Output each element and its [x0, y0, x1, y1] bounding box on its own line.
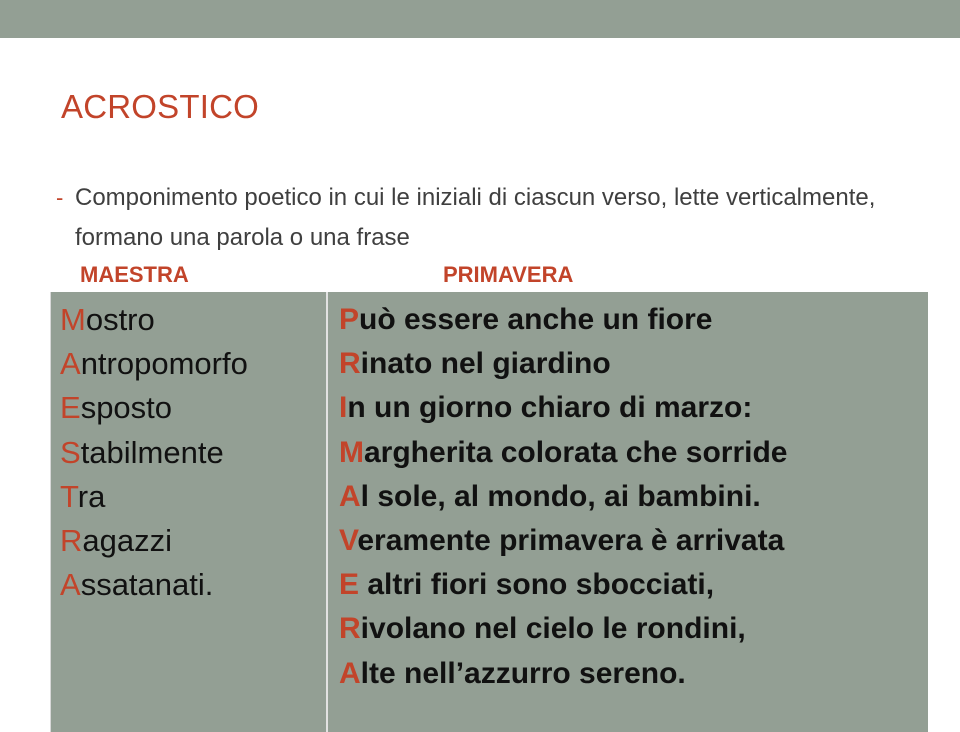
- acrostic-line: [339, 519, 788, 563]
- acrostic-initial: T: [60, 478, 78, 514]
- acrostic-rest: ivolano nel cielo le rondini,: [360, 612, 746, 646]
- acrostic-line: [60, 342, 248, 386]
- acrostic-rest: n un giorno chiaro di marzo:: [347, 391, 753, 425]
- acrostic-rest: ra: [77, 478, 106, 514]
- acrostic-line: [339, 386, 788, 430]
- acrostic-initial: M: [339, 435, 364, 469]
- acrostic-initial: R: [60, 523, 83, 559]
- acrostic-initial: P: [339, 303, 360, 336]
- acrostic-initial: E: [339, 568, 360, 602]
- acrostic-initial: A: [339, 479, 361, 513]
- acrostic-initial: A: [60, 567, 81, 603]
- column-divider: [326, 292, 328, 732]
- acrostic-column-maestra: [60, 298, 248, 607]
- acrostic-rest: altri fiori sono sbocciati,: [359, 568, 715, 602]
- acrostic-line: [60, 386, 248, 430]
- acrostic-line: [339, 342, 788, 386]
- acrostic-rest: l sole, al mondo, ai bambini.: [360, 479, 761, 513]
- definition-bullet: [56, 178, 886, 258]
- acrostic-line: [60, 431, 248, 475]
- acrostic-initial: M: [60, 302, 86, 337]
- acrostic-line: [339, 298, 788, 342]
- acrostic-rest: argherita colorata che sorride: [364, 435, 788, 469]
- acrostic-line: [339, 475, 788, 519]
- acrostic-line: [60, 519, 248, 563]
- acrostic-rest: ostro: [85, 302, 155, 337]
- acrostic-line: [339, 607, 788, 651]
- acrostic-line: [339, 563, 788, 607]
- acrostic-rest: tabilmente: [80, 434, 224, 470]
- acrostic-line: [60, 563, 248, 607]
- acrostic-initial: R: [339, 612, 361, 646]
- acrostic-initial: E: [60, 390, 81, 426]
- column-heading-maestra: MAESTRA: [80, 262, 189, 287]
- acrostic-rest: eramente primavera è arrivata: [357, 524, 785, 558]
- acrostic-table: [50, 292, 928, 732]
- acrostic-line: [339, 431, 788, 475]
- acrostic-line: [60, 475, 248, 519]
- slide-title: ACROSTICO: [61, 88, 259, 125]
- header-bar: [0, 0, 960, 38]
- acrostic-line: [339, 652, 788, 696]
- acrostic-rest: ntropomorfo: [80, 346, 248, 382]
- acrostic-rest: inato nel giardino: [360, 347, 611, 381]
- acrostic-initial: V: [339, 524, 358, 558]
- column-heading-primavera: PRIMAVERA: [443, 262, 574, 287]
- definition-text: Componimento poetico in cui le iniziali di ciascun verso, lette verticalmente, formano una parola o una frase: [75, 184, 876, 251]
- acrostic-rest: ssatanati.: [80, 567, 214, 603]
- acrostic-initial: R: [339, 347, 361, 381]
- acrostic-initial: S: [60, 434, 81, 470]
- acrostic-line: [60, 298, 248, 342]
- acrostic-rest: sposto: [80, 390, 173, 426]
- acrostic-rest: lte nell’azzurro sereno.: [360, 656, 686, 690]
- acrostic-rest: agazzi: [82, 523, 172, 559]
- bullet-dash: -: [56, 185, 64, 210]
- acrostic-initial: I: [339, 391, 348, 425]
- acrostic-rest: uò essere anche un fiore: [359, 303, 713, 336]
- acrostic-column-primavera: [339, 298, 788, 696]
- acrostic-initial: A: [60, 346, 81, 382]
- acrostic-initial: A: [339, 656, 361, 690]
